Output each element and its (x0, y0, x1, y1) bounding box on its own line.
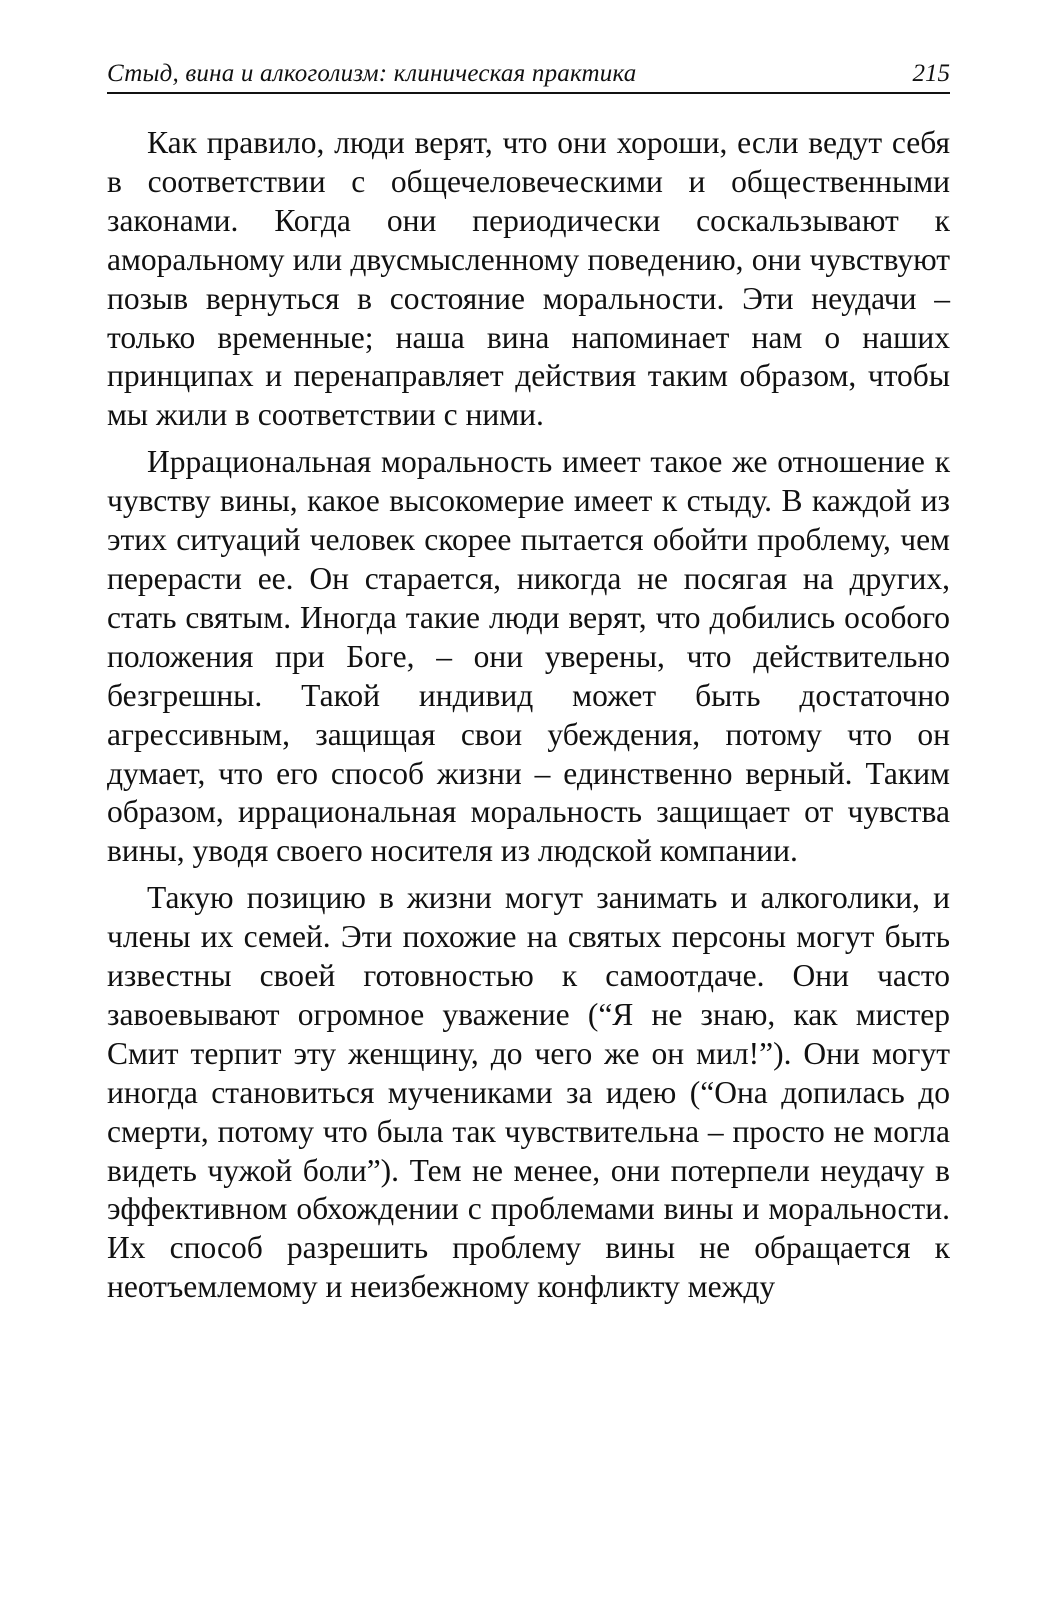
body-text (107, 124, 950, 1315)
page-number: 215 (912, 60, 950, 87)
running-head (107, 58, 950, 94)
paragraph: Иррациональная моральность имеет такое же отношение к чувству вины, какое высокомерие имеет к стыду. В каждой из этих ситуаций человек скорее пытается обойти проблему, чем перерасти ее. Он старается, никогда не посягая на других, стать святым. Иногда такие люди верят, что добились особого положения при Боге, – они уверены, что действительно безгрешны. Такой индивид может быть достаточно агрессивным, защищая свои убеждения, потому что он думает, что его способ жизни – единственно верный. Таким образом, иррациональная моральность защищает от чувства вины, уводя своего носителя из людской компании. (107, 444, 950, 869)
running-head-title: Стыд, вина и алкоголизм: клиническая практика (107, 60, 637, 87)
paragraph: Такую позицию в жизни могут занимать и алкоголики, и члены их семей. Эти похожие на святых персоны могут быть известны своей готовностью к самоотдаче. Они часто завоевывают огромное уважение (“Я не знаю, как мистер Смит терпит эту женщину, до чего же он мил!”). Они могут иногда становиться мучениками за идею (“Она допилась до смерти, потому что была так чувствительна – просто не могла видеть чужой боли”). Тем не менее, они потерпели неудачу в эффективном обхождении с проблемами вины и моральности. Их способ разрешить проблему вины не обращается к неотъемлемому и неизбежному конфликту между (107, 880, 950, 1305)
paragraph: Как правило, люди верят, что они хороши, если ведут себя в соответствии с общечеловеческими и общественными законами. Когда они периодически соскальзывают к аморальному или двусмысленному поведению, они чувствуют позыв вернуться в состояние моральности. Эти неудачи – только временные; наша вина напоминает нам о наших принципах и перенаправляет действия таким образом, чтобы мы жили в соответствии с ними. (107, 125, 950, 433)
